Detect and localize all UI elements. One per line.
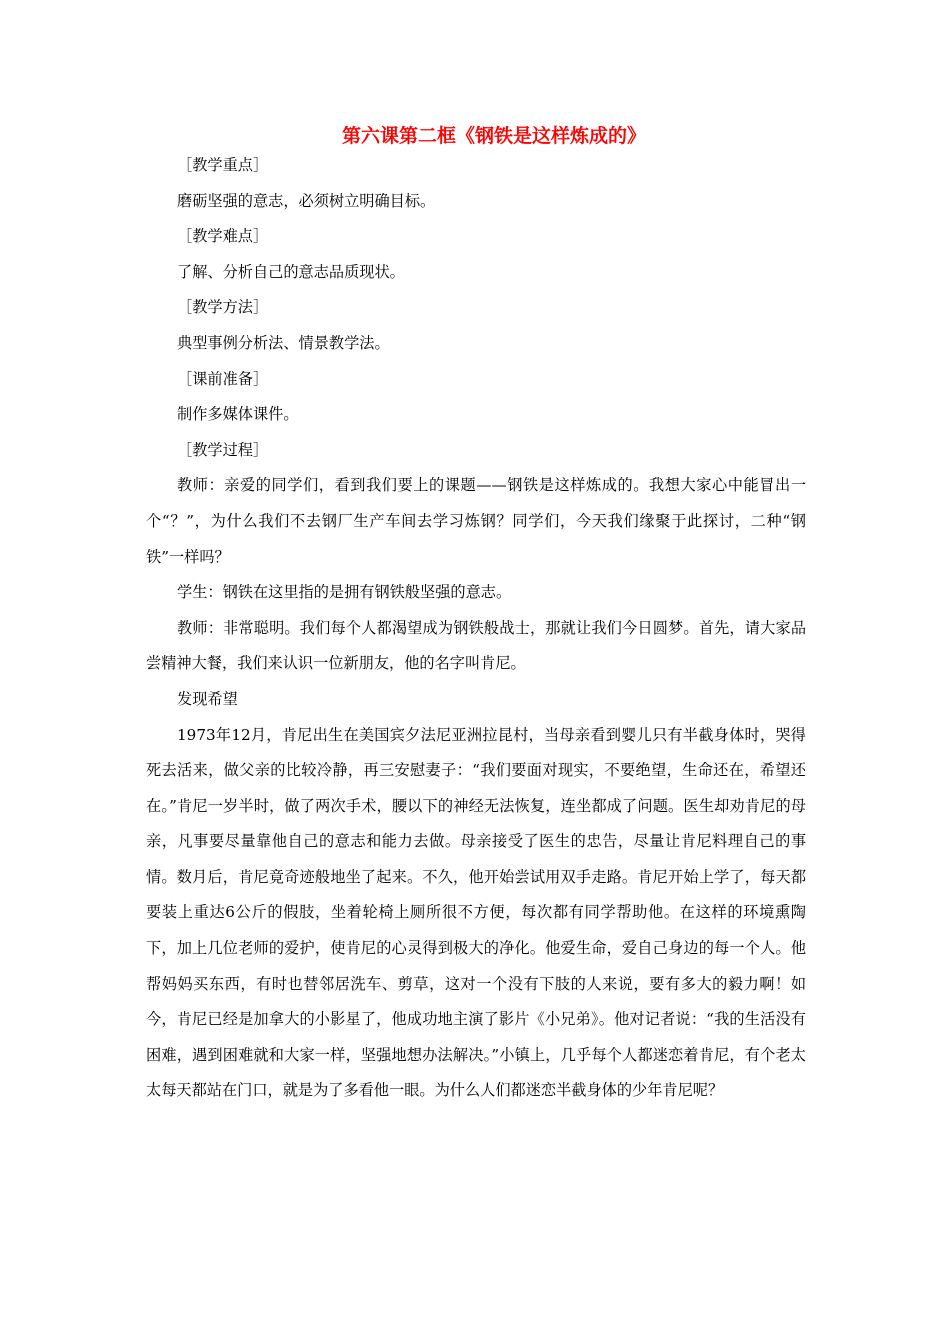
section-heading-key-points: ［教学重点］ [177, 156, 269, 174]
teacher-dialogue-2: 教师：非常聪明。我们每个人都渴望成为钢铁般战士，那就让我们今日圆梦。首先，请大家品尝精神大餐，我们来认识一位新朋友，他的名字叫肯尼。 [146, 618, 806, 673]
section-heading-methods: ［教学方法］ [177, 298, 269, 317]
key-points-text: 磨砺坚强的意志，必须树立明确目标。 [177, 191, 436, 210]
section-heading-preparation: ［课前准备］ [177, 369, 269, 388]
preparation-text: 制作多媒体课件。 [177, 405, 299, 424]
story-text: 1973年12月，肯尼出生在美国宾夕法尼亚洲拉昆村，当母亲看到婴儿只有半截身体时，哭得死去活来，做父亲的比较冷静，再三安慰妻子：“我们要面对现实，不要绝望，生命还在，希望还在。”肯尼一岁半时，做了两次手术，腰以下的神经无法恢复，连坐都成了问题。医生却劝肯尼的母亲，凡事要尽量靠他自己的意志和能力去做。母亲接受了医生的忠告，尽量让肯尼料理自己的事情。数月后，肯尼竟奇迹般地坐了起来。不久，他开始尝试用双手走路。肯尼开始上学了，每天都要装上重达6公斤的假肢，坐着轮椅上厕所很不方便，每次都有同学帮助他。在这样的环境熏陶下，加上几位老师的爱护，使肯尼的心灵得到极大的净化。他爱生命，爱自己身边的每一个人。他帮妈妈买东西，有时也替邻居洗车、剪草，这对一个没有下肢的人来说，要有多大的毅力啊！如今，肯尼已经是加拿大的小影星了，他成功地主演了影片《小兄弟》。他对记者说：“我的生活没有困难，遇到困难就和大家一样，坚强地想办法解决。”小镇上，几乎每个人都迷恋着肯尼，有个老太太每天都站在门口，就是为了多看他一眼。为什么人们都迷恋半截身体的少年肯尼呢？ [146, 725, 806, 1100]
teacher-dialogue-1: 教师：亲爱的同学们，看到我们要上的课题——钢铁是这样炼成的。我想大家心中能冒出一个“？”，为什么我们不去钢厂生产车间去学习炼钢？同学们，今天我们缘聚于此探讨，二种“钢铁”一样吗？ [146, 476, 806, 566]
document-body [146, 148, 806, 1109]
difficulties-text: 了解、分析自己的意志品质现状。 [177, 262, 405, 281]
section-heading-process: ［教学过程］ [177, 440, 269, 459]
document-title: 第六课第二框《钢铁是这样炼成的》 [341, 125, 646, 147]
methods-text: 典型事例分析法、情景教学法。 [177, 333, 390, 352]
story-heading: 发现希望 [177, 689, 238, 708]
section-heading-difficulties: ［教学难点］ [177, 227, 269, 246]
student-dialogue-1: 学生：钢铁在这里指的是拥有钢铁般坚强的意志。 [177, 583, 512, 602]
